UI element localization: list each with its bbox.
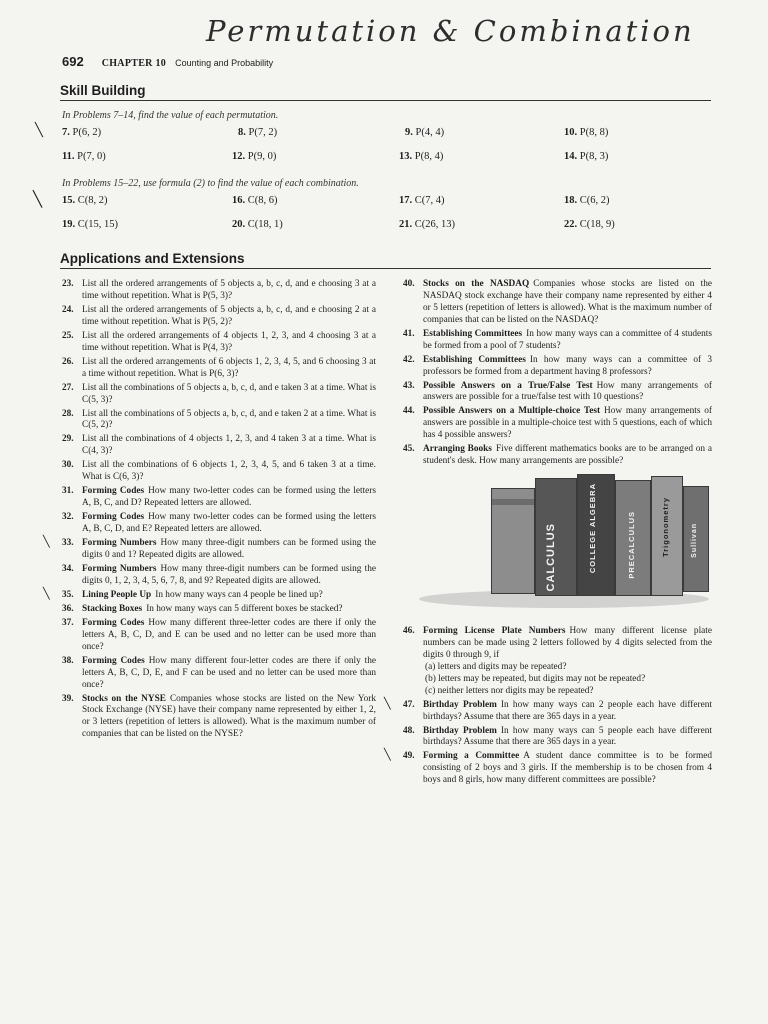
problem-item: 19. C(15, 15) (62, 219, 118, 230)
problem-item (62, 279, 376, 303)
problem-number: 41. (403, 328, 415, 339)
problem-item (403, 381, 712, 405)
problem-title: Forming Codes (82, 486, 145, 497)
problem-text: How many different four-letter codes are there if only the letters A, B, C, D, E, and F can be used and no letter can be used more than once? (82, 655, 376, 690)
problem-text: Five different mathematics books are to be arranged on a student's desk. How many arrangements are possible? (423, 444, 712, 467)
page-header (62, 53, 273, 69)
pencil-check-mark: ╲ (384, 696, 391, 710)
problem-item (43, 586, 376, 602)
problem-number: 27. (62, 382, 74, 393)
problem-item (62, 604, 376, 616)
page-number: 692 (62, 54, 84, 69)
problem-text: In how many ways can 2 people each have different birthdays? Assume that there are 365 days in a year. (423, 699, 712, 722)
problem-item: 16. C(8, 6) (232, 195, 278, 206)
problem-number: 24. (62, 304, 74, 315)
problem-item (62, 305, 376, 329)
problem-item (62, 383, 376, 407)
problem-number: 28. (62, 408, 74, 419)
problem-number: 29. (62, 434, 74, 445)
problem-text: Companies whose stocks are listed on the NASDAQ stock exchange have their company name represented by either 4 or 5 letters (repetition of letters is allowed). What is the maximum number of companies that can be listed on the NASDAQ? (423, 279, 713, 325)
book (577, 474, 615, 596)
problem-title: Stocks on the NASDAQ (423, 279, 530, 289)
spine-label: CALCULUS (545, 523, 557, 592)
permutation-instructions: In Problems 7–14, find the value of each permutation. (62, 110, 279, 121)
book (491, 488, 535, 594)
problem-text: List all the combinations of 6 objects 1, 2, 3, 4, 5, and 6 taken 3 at a time. What is C(6, 3)? (82, 460, 376, 483)
problem-title: Forming Codes (82, 512, 145, 523)
problem-item (403, 626, 712, 697)
problem-number: 47. (403, 699, 415, 710)
problem-item (62, 564, 376, 588)
pencil-check-mark: ╲ (384, 748, 391, 762)
problem-text: How many different three-letter codes are there if only the letters A, B, C, D, and E can be used and no letter can be used more than once? (82, 617, 376, 652)
problem-title: Stocks on the NYSE (82, 693, 166, 704)
problem-text: How many three-digit numbers can be formed using the digits 0 and 1? Repeated digits are allowed. (82, 538, 376, 560)
problem-item (62, 357, 376, 381)
problem-title: Possible Answers on a Multiple-choice Test (423, 406, 601, 417)
problem-number: 44. (403, 406, 415, 417)
problem-number: 35. (62, 589, 74, 600)
problem-number: 45. (403, 444, 415, 455)
problem-item: 7. P(6, 2) (62, 127, 102, 138)
combination-row (62, 219, 712, 233)
problem-item: 12. P(9, 0) (232, 151, 277, 162)
problem-number: 30. (62, 460, 74, 471)
problem-number: 42. (403, 354, 415, 365)
problem-item: 22. C(18, 9) (564, 219, 615, 230)
problem-text: List all the ordered arrangements of 5 objects a, b, c, d, and e choosing 2 at a time without repetition. What is P(5, 2)? (82, 304, 376, 327)
problem-text: How many arrangements of answers are possible in a multiple-choice test with 5 questions, each of which has 4 possible answers? (423, 406, 712, 441)
problem-text: List all the ordered arrangements of 6 objects 1, 2, 3, 4, 5, and 6 choosing 3 at a time without repetition. What is P(6, 3)? (82, 356, 376, 379)
problem-title: Establishing Committees (423, 354, 526, 365)
problem-item (62, 618, 376, 654)
right-problems-bottom (384, 626, 712, 787)
skill-building-heading: Skill Building (60, 83, 711, 101)
permutation-row (35, 123, 712, 141)
pencil-check-mark: ╲ (43, 535, 50, 549)
book (651, 476, 683, 596)
problem-number: 31. (62, 486, 74, 497)
problem-number: 38. (62, 655, 74, 666)
problem-number: 39. (62, 693, 74, 704)
book (535, 478, 577, 596)
problem-item (403, 279, 712, 327)
problem-item (403, 444, 712, 468)
right-problem-column (384, 279, 713, 789)
problem-text: List all the ordered arrangements of 4 objects 1, 2, 3, and 4 choosing 3 at a time without repetition. What is P(4, 3)? (82, 330, 376, 353)
problem-number: 46. (403, 626, 415, 637)
problem-text: How many two-letter codes can be formed using the letters A, B, C, D, and E? Repeated letters are allowed. (82, 512, 377, 535)
problem-title: Birthday Problem (423, 699, 497, 710)
handwritten-title: Permutation & Combination (206, 14, 695, 48)
problem-number: 25. (62, 330, 74, 341)
problem-item (403, 355, 712, 379)
problem-item: 21. C(26, 13) (399, 219, 455, 230)
problem-item (62, 460, 376, 484)
books-illustration (409, 472, 709, 614)
pencil-check-mark: ╲ (35, 123, 43, 138)
problem-number: 32. (62, 512, 74, 523)
combination-instructions: In Problems 15–22, use formula (2) to find the value of each combination. (62, 178, 359, 189)
problem-text: Companies whose stocks are listed on the New York Stock Exchange (NYSE) have their company name represented by either 1, 2, or 3 letters (repetition of letters is allowed). What is the maximum number of companies that can be listed on the NYSE? (82, 693, 376, 740)
spine-label: PRECALCULUS (627, 511, 636, 579)
left-problem-column (43, 279, 377, 743)
problem-item: 9. P(4, 4) (405, 127, 445, 138)
problem-item (384, 696, 712, 724)
problem-text: How many two-letter codes can be formed using the letters A, B, C, and D? Repeated letters are allowed. (82, 486, 377, 509)
problem-number: 37. (62, 617, 74, 628)
problem-title: Lining People Up (82, 589, 152, 600)
problem-text: List all the combinations of 4 objects 1, 2, 3, and 4 taken 3 at a time. What is C(4, 3)? (82, 434, 376, 457)
problem-item: 18. C(6, 2) (564, 195, 610, 206)
problem-title: Forming Numbers (82, 563, 157, 574)
spine-label: Trigonometry (661, 497, 670, 557)
chapter-label: CHAPTER 10 (101, 58, 167, 69)
problem-item (62, 656, 376, 692)
problem-text: In how many ways can 5 different boxes be stacked? (146, 603, 343, 614)
problem-item: 8. P(7, 2) (238, 127, 278, 138)
problem-number: 33. (62, 538, 74, 549)
spine-label: Sullivan (691, 523, 698, 558)
problem-item (62, 486, 376, 510)
problem-text: How many arrangements of answers are possible for a true/false test with 10 questions? (423, 380, 712, 403)
problem-number: 36. (62, 603, 74, 614)
problem-text: List all the combinations of 5 objects a, b, c, d, and e taken 2 at a time. What is C(5, 2)? (82, 408, 376, 431)
chapter-title: Counting and Probability (175, 58, 274, 68)
problem-number: 34. (62, 563, 74, 574)
problem-item (62, 409, 376, 433)
problem-text: How many different license plate numbers can be made using 2 letters followed by 4 digits selected from the digits 0 through 9, if (423, 626, 712, 660)
problem-number: 23. (62, 279, 74, 289)
problem-title: Forming Codes (82, 617, 145, 628)
problem-number: 49. (403, 751, 415, 762)
problem-number: 48. (403, 725, 415, 736)
problem-item (384, 748, 712, 787)
problem-title: Establishing Committees (423, 328, 523, 339)
problem-item (403, 406, 712, 442)
problem-text: In how many ways can a committee of 4 students be formed from a pool of 7 students? (423, 328, 712, 351)
problem-number: 26. (62, 356, 74, 367)
problem-title: Possible Answers on a True/False Test (423, 380, 593, 391)
problem-number: 43. (403, 380, 415, 391)
problem-title: Stacking Boxes (82, 603, 143, 614)
applications-heading: Applications and Extensions (60, 251, 711, 269)
problem-title: Arranging Books (423, 444, 492, 455)
pencil-check-mark: ╲ (43, 586, 50, 600)
problem-item (62, 512, 376, 536)
problem-item (62, 434, 376, 458)
problem-title: Forming Codes (82, 655, 145, 666)
problem-item: 10. P(8, 8) (564, 127, 609, 138)
problem-text: How many three-digit numbers can be formed using the digits 0, 1, 2, 3, 4, 5, 6, 7, 8, and 9? Repeated digits are allowed. (82, 563, 376, 586)
problem-text: In how many ways can 5 people each have different birthdays? Assume that there are 365 days in a year. (423, 725, 712, 748)
problem-text: In how many ways can 4 people be lined up? (155, 589, 323, 600)
book (615, 480, 651, 596)
book (683, 486, 709, 592)
permutation-row (62, 151, 712, 165)
problem-item: 11. P(7, 0) (62, 151, 106, 162)
spine-label: COLLEGE ALGEBRA (588, 483, 597, 574)
problem-item (403, 726, 712, 750)
combination-row (33, 190, 712, 209)
problem-item (43, 535, 376, 562)
problem-subpart: (b) letters may be repeated, but digits may not be repeated? (425, 673, 646, 684)
pencil-check-mark: ╲ (33, 190, 43, 208)
problem-number: 40. (403, 279, 415, 289)
problem-text: In how many ways can a committee of 3 professors be formed from a department having 8 professors? (423, 354, 712, 377)
problem-title: Forming License Plate Numbers (423, 626, 566, 637)
problem-text: List all the ordered arrangements of 5 objects a, b, c, d, and e choosing 3 at a time without repetition. What is P(5, 3)? (82, 279, 376, 301)
problem-item (62, 694, 376, 742)
problem-subpart: (a) letters and digits may be repeated? (425, 661, 567, 672)
problem-item: 14. P(8, 3) (564, 151, 609, 162)
problem-text: A student dance committee is to be formed consisting of 2 boys and 3 girls. If the membership is to be chosen from 4 boys and 8 girls, how many different committees are possible? (423, 751, 712, 786)
problem-item: 15. C(8, 2) (62, 195, 108, 206)
problem-title: Forming Numbers (82, 538, 157, 549)
problem-title: Forming a Committee (423, 751, 520, 762)
problem-subpart: (c) neither letters nor digits may be repeated? (425, 685, 594, 696)
problem-item (403, 329, 712, 353)
problem-item: 13. P(8, 4) (399, 151, 444, 162)
problem-item (62, 331, 376, 355)
problem-item: 20. C(18, 1) (232, 219, 283, 230)
problem-title: Birthday Problem (423, 725, 497, 736)
problem-text: List all the combinations of 5 objects a, b, c, d, and e taken 3 at a time. What is C(5, 3)? (82, 382, 376, 405)
right-problems-top (403, 279, 712, 468)
problem-item: 17. C(7, 4) (399, 195, 445, 206)
